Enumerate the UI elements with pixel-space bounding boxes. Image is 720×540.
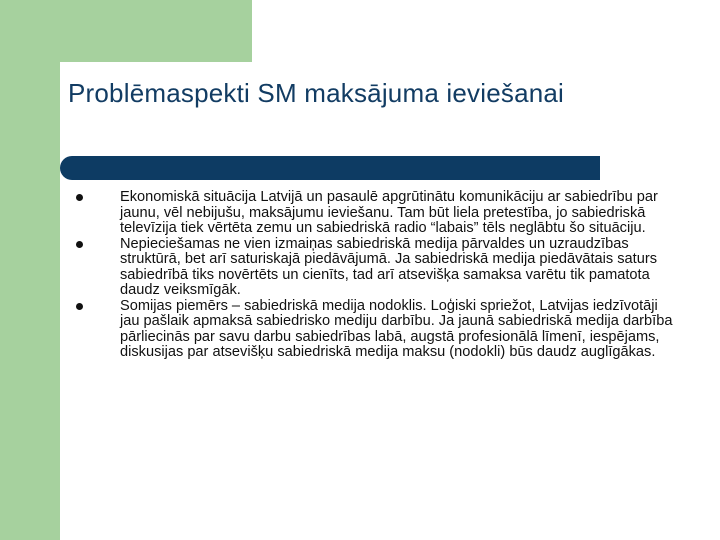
green-sidebar-decoration [0, 0, 60, 540]
bullet-dot-icon [76, 303, 83, 310]
bullet-dot-icon [76, 241, 83, 248]
list-item [76, 237, 676, 299]
bullet-text: Nepieciešamas ne vien izmaiņas sabiedriskā medija pārvaldes un uzraudzības struktūrā, bet arī saturiskajā piedāvājumā. Ja sabiedriskā medija piedāvātais saturs sabiedrībā tiks novērtēts un cienīts, tad arī atsevišķa samaksa varētu tik pamatota daudz veiksmīgāk. [120, 235, 657, 298]
bullet-list [76, 190, 676, 361]
bullet-text: Ekonomiskā situācija Latvijā un pasaulē apgrūtinātu komunikāciju ar sabiedrību par jaunu, vēl nebijušu, maksājumu ieviešanu. Tam būt liela pretestība, jo sabiedriskā televīzija tiek vērtēta zemu un sabiedriskā radio “labais” tēls neglābtu šo situāciju. [120, 189, 658, 236]
slide-title: Problēmaspekti SM maksājuma ieviešanai [68, 78, 565, 108]
bullet-dot-icon [76, 194, 83, 201]
bullet-text: Somijas piemērs – sabiedriskā medija nodoklis. Loģiski spriežot, Latvijas iedzīvotāji jau pašlaik apmaksā sabiedrisko mediju darbību. Ja jaunā sabiedriskā medija darbība pārliecinās par savu darbu sabiedrības labā, augstā profesionālā līmenī, iespējams, diskusijas par atsevišķu sabiedriskā medija maksu (nodokli) būs daudz auglīgākas. [120, 297, 673, 360]
title-underline-bar [60, 156, 600, 180]
list-item [76, 299, 676, 361]
green-top-decoration [0, 0, 252, 62]
list-item [76, 190, 676, 237]
